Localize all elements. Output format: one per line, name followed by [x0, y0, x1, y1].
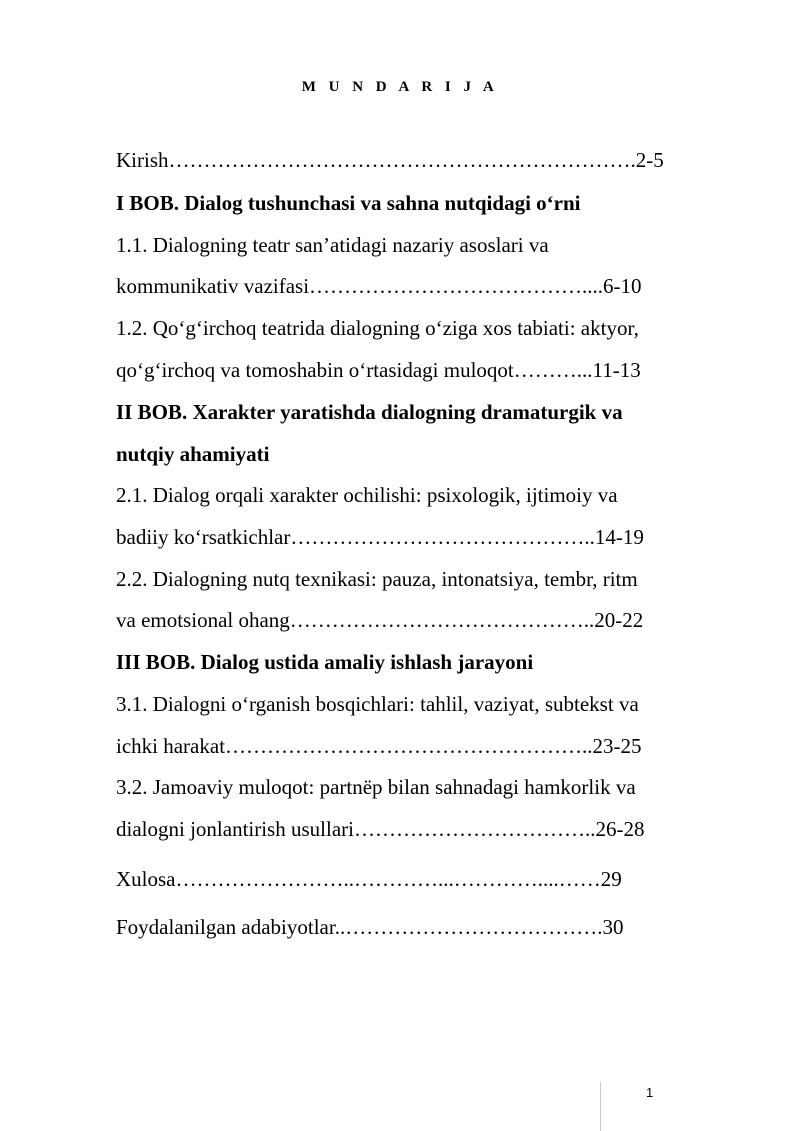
toc-chapter-2-title-line-1: II BOB. Xarakter yaratishda dialogning dramaturgik va: [116, 400, 623, 424]
toc-entry-1-2-line-2: qo‘g‘irchoq va tomoshabin o‘rtasidagi muloqot………...11-13: [116, 358, 641, 382]
toc-entry-3-2-line-2: dialogni jonlantirish usullari……………………………..26-28: [116, 817, 645, 841]
footer-divider: [600, 1082, 601, 1131]
toc-entry-2-2-line-1: 2.2. Dialogning nutq texnikasi: pauza, intonatsiya, tembr, ritm: [116, 567, 638, 591]
toc-entry-kirish: Kirish………………………………………………………….2-5: [116, 148, 664, 172]
toc-entry-adabiyotlar: Foydalanilgan adabiyotlar..……………………………….30: [116, 915, 624, 939]
toc-entry-2-1-line-2: badiiy ko‘rsatkichlar……………………………………..14-19: [116, 525, 644, 549]
toc-chapter-1-title: I BOB. Dialog tushunchasi va sahna nutqidagi o‘rni: [116, 191, 581, 215]
toc-entry-1-1-line-2: kommunikativ vazifasi…………………………………....6-10: [116, 274, 642, 298]
toc-chapter-3-title: III BOB. Dialog ustida amaliy ishlash jarayoni: [116, 650, 534, 674]
toc-entry-xulosa: Xulosa……………………..…………...…………....……29: [116, 867, 622, 891]
toc-entry-3-1-line-1: 3.1. Dialogni o‘rganish bosqichlari: tahlil, vaziyat, subtekst va: [116, 692, 639, 716]
page-number: 1: [646, 1085, 654, 1100]
toc-entry-2-1-line-1: 2.1. Dialog orqali xarakter ochilishi: psixologik, ijtimoiy va: [116, 483, 618, 507]
page-title: M U N D A R I J A: [301, 79, 499, 95]
toc-entry-1-2-line-1: 1.2. Qo‘g‘irchoq teatrida dialogning o‘ziga xos tabiati: aktyor,: [116, 316, 639, 340]
toc-entry-2-2-line-2: va emotsional ohang……………………………………..20-22: [116, 608, 644, 632]
toc-entry-3-2-line-1: 3.2. Jamoaviy muloqot: partnёр bilan sahnadagi hamkorlik va: [116, 775, 636, 799]
toc-chapter-2-title-line-2: nutqiy ahamiyati: [116, 442, 270, 466]
toc-entry-1-1-line-1: 1.1. Dialogning teatr san’atidagi nazariy asoslari va: [116, 233, 549, 257]
toc-entry-3-1-line-2: ichki harakat……………………………………………..23-25: [116, 734, 642, 758]
